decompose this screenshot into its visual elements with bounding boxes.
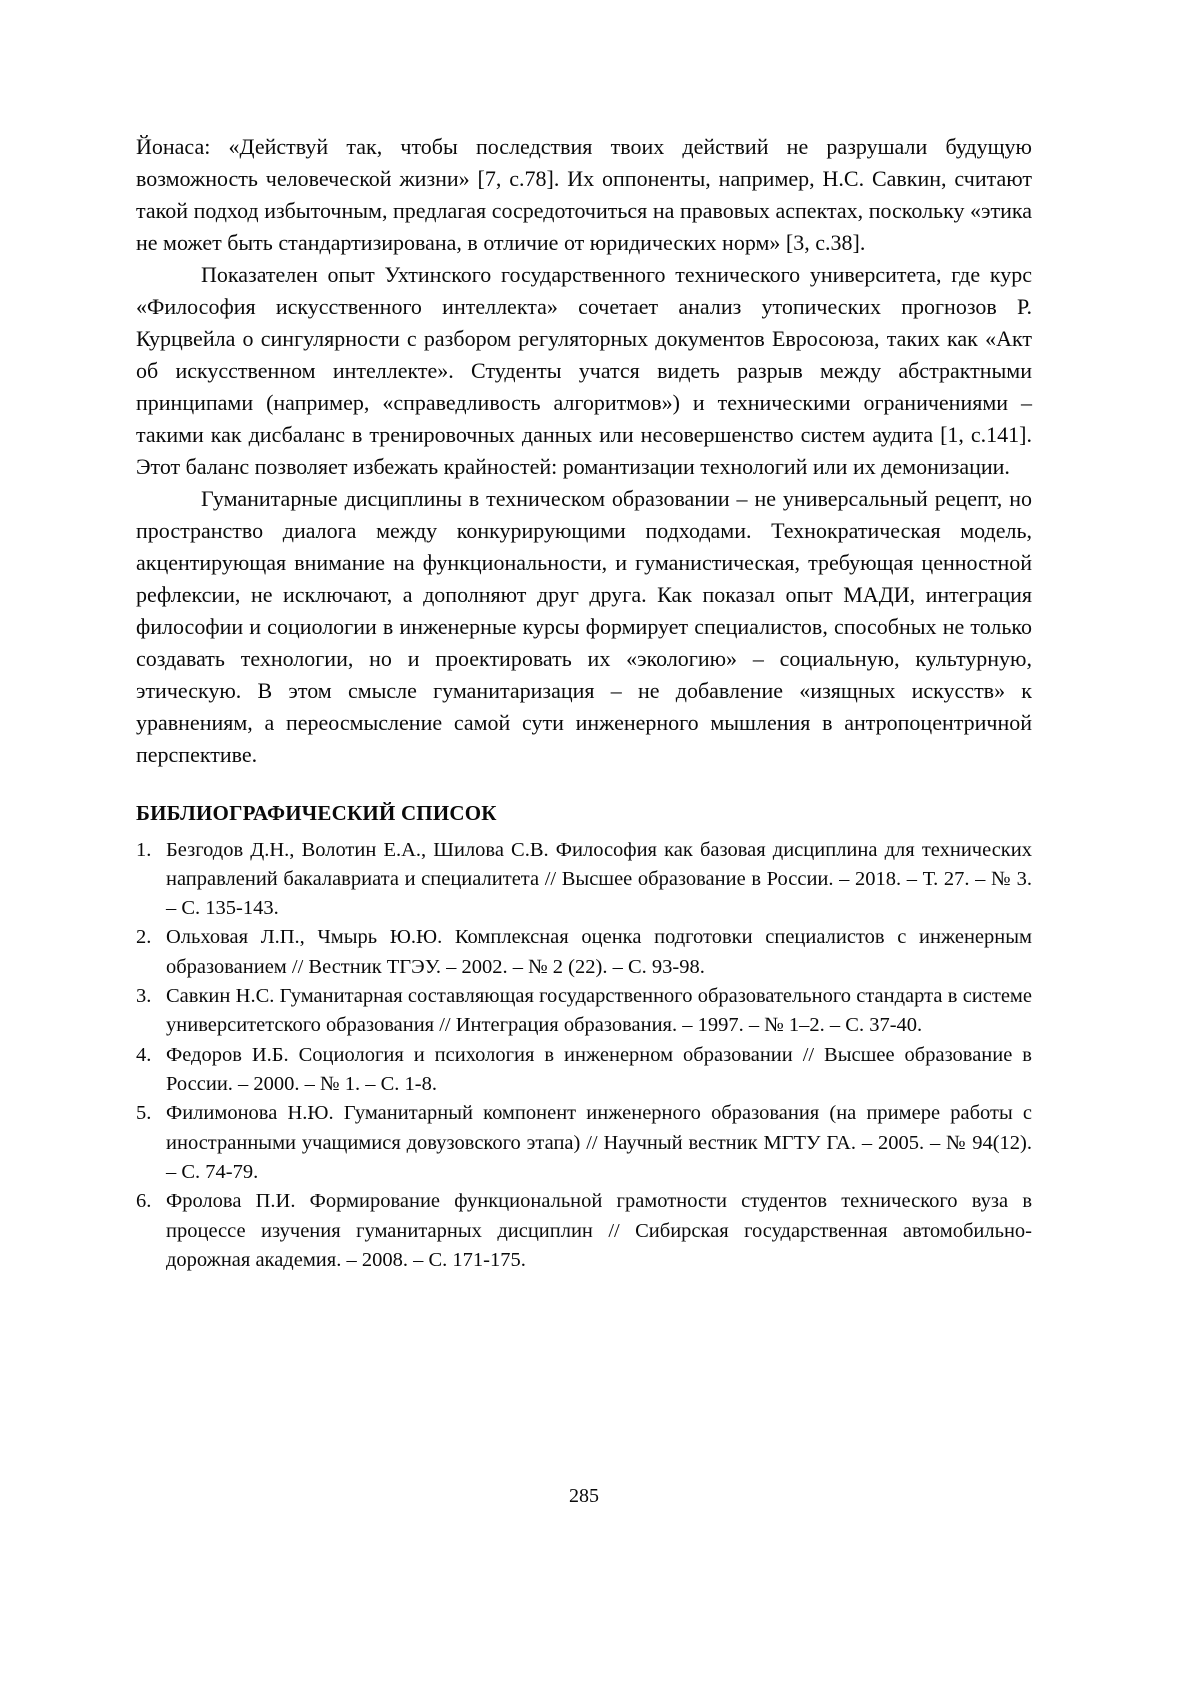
bibliography-heading: БИБЛИОГРАФИЧЕСКИЙ СПИСОК	[136, 801, 497, 825]
reference-number: 2.	[136, 926, 152, 949]
reference-number: 5.	[136, 1102, 152, 1125]
reference-item-6	[136, 1187, 1032, 1275]
reference-text: Ольховая Л.П., Чмырь Ю.Ю. Комплексная оценка подготовки специалистов с инженерным образованием // Вестник ТГЭУ. – 2002. – № 2 (22). – С. 93-98.	[166, 926, 1032, 978]
reference-number: 4.	[136, 1043, 152, 1066]
reference-item-5	[136, 1099, 1032, 1187]
reference-text: Безгодов Д.Н., Волотин Е.А., Шилова С.В. Философия как базовая дисциплина для технических направлений бакалавриата и специалитета // Высшее образование в России. – 2018. – Т. 27. – № 3. – С. 135-143.	[166, 838, 1032, 920]
bibliography-list	[136, 836, 1032, 1276]
reference-text: Федоров И.Б. Социология и психология в инженерном образовании // Высшее образование в России. – 2000. – № 1. – С. 1-8.	[166, 1043, 1032, 1096]
reference-item-4	[136, 1041, 1032, 1100]
reference-text: Савкин Н.С. Гуманитарная составляющая государственного образовательного стандарта в системе университетского образования // Интеграция образования. – 1997. – № 1–2. – С. 37-40.	[166, 985, 1032, 1037]
reference-number: 1.	[136, 838, 152, 861]
reference-text: Фролова П.И. Формирование функциональной грамотности студентов технического вуза в процессе изучения гуманитарных дисциплин // Сибирская государственная автомобильно-дорожная академия. – 2008. – С. 171-175.	[166, 1190, 1032, 1271]
body-paragraph-2: Показателен опыт Ухтинского государственного технического университета, где курс «Философия искусственного интеллекта» сочетает анализ утопических прогнозов Р. Курцвейла о сингулярности с разбором регуляторных документов Евросоюза, таких как «Акт об искусственном интеллекте». Студенты учатся видеть разрыв между абстрактными принципами (например, «справедливость алгоритмов») и техническими ограничениями – такими как дисбаланс в тренировочных данных или несовершенство систем аудита [1, с.141]. Этот баланс позволяет избежать крайностей: романтизации технологий или их демонизации.	[136, 262, 1032, 479]
reference-number: 3.	[136, 985, 152, 1008]
reference-item-1	[136, 836, 1032, 924]
body-paragraph-1: Йонаса: «Действуй так, чтобы последствия твоих действий не разрушали будущую возможность человеческой жизни» [7, с.78]. Их оппоненты, например, Н.С. Савкин, считают такой подход избыточным, предлагая сосредоточиться на правовых аспектах, поскольку «этика не может быть стандартизирована, в отличие от юридических норм» [3, с.38].	[136, 134, 1032, 255]
reference-text: Филимонова Н.Ю. Гуманитарный компонент инженерного образования (на примере работы с иностранными учащимися довузовского этапа) // Научный вестник МГТУ ГА. – 2005. – № 94(12). – С. 74-79.	[166, 1102, 1032, 1183]
reference-item-2	[136, 923, 1032, 982]
reference-number: 6.	[136, 1190, 152, 1213]
reference-item-3	[136, 982, 1032, 1041]
body-paragraph-3: Гуманитарные дисциплины в техническом образовании – не универсальный рецепт, но пространство диалога между конкурирующими подходами. Технократическая модель, акцентирующая внимание на функциональности, и гуманистическая, требующая ценностной рефлексии, не исключают, а дополняют друг друга. Как показал опыт МАДИ, интеграция философии и социологии в инженерные курсы формирует специалистов, способных не только создавать технологии, но и проектировать их «экологию» – социальную, культурную, этическую. В этом смысле гуманитаризация – не добавление «изящных искусств» к уравнениям, а переосмысление самой сути инженерного мышления в антропоцентричной перспективе.	[136, 486, 1032, 767]
page-number: 285	[569, 1484, 599, 1507]
